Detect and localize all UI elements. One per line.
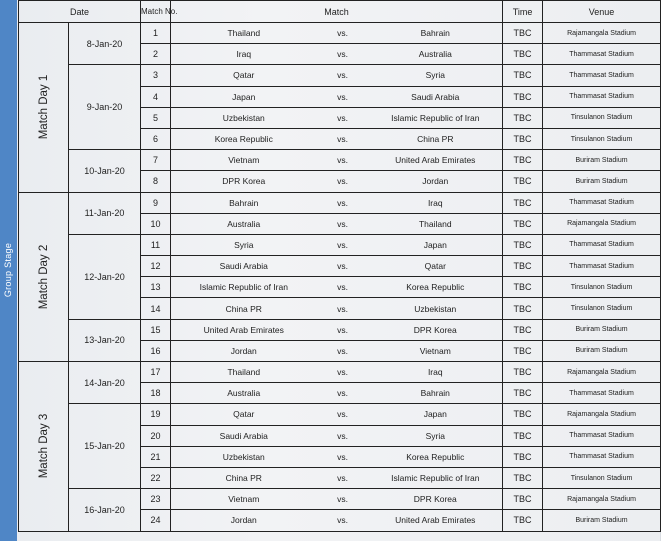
date-cell: 8-Jan-20 — [69, 23, 141, 65]
home-team-cell: Vietnam — [171, 489, 317, 510]
match-no-cell: 10 — [141, 213, 171, 234]
venue-cell: Buriram Stadium — [543, 150, 661, 171]
home-team-cell: Japan — [171, 86, 317, 107]
date-cell: 14-Jan-20 — [69, 362, 141, 404]
group-stage-label: Group Stage — [3, 242, 13, 298]
home-team-cell: United Arab Emirates — [171, 319, 317, 340]
match-no-cell: 9 — [141, 192, 171, 213]
vs-cell: vs. — [317, 319, 369, 340]
time-cell: TBC — [503, 510, 543, 531]
vs-cell: vs. — [317, 446, 369, 467]
home-team-cell: DPR Korea — [171, 171, 317, 192]
match-no-cell: 2 — [141, 44, 171, 65]
venue-cell: Rajamangala Stadium — [543, 404, 661, 425]
match-no-cell: 6 — [141, 128, 171, 149]
home-team-cell: Korea Republic — [171, 128, 317, 149]
home-team-cell: Uzbekistan — [171, 107, 317, 128]
vs-cell: vs. — [317, 510, 369, 531]
venue-cell: Tinsulanon Stadium — [543, 128, 661, 149]
schedule-table — [18, 0, 661, 532]
away-team-cell: Australia — [369, 44, 503, 65]
group-stage-bar — [0, 0, 17, 541]
venue-cell: Tinsulanon Stadium — [543, 298, 661, 319]
vs-cell: vs. — [317, 362, 369, 383]
time-cell: TBC — [503, 107, 543, 128]
away-team-cell: Korea Republic — [369, 277, 503, 298]
vs-cell: vs. — [317, 107, 369, 128]
home-team-cell: Thailand — [171, 362, 317, 383]
vs-cell: vs. — [317, 425, 369, 446]
match-no-cell: 18 — [141, 383, 171, 404]
away-team-cell: DPR Korea — [369, 489, 503, 510]
away-team-cell: United Arab Emirates — [369, 510, 503, 531]
away-team-cell: Korea Republic — [369, 446, 503, 467]
time-cell: TBC — [503, 65, 543, 86]
match-no-cell: 3 — [141, 65, 171, 86]
vs-cell: vs. — [317, 213, 369, 234]
venue-cell: Thammasat Stadium — [543, 65, 661, 86]
vs-cell: vs. — [317, 277, 369, 298]
venue-cell: Thammasat Stadium — [543, 256, 661, 277]
home-team-cell: Iraq — [171, 44, 317, 65]
time-cell: TBC — [503, 319, 543, 340]
time-cell: TBC — [503, 171, 543, 192]
away-team-cell: Syria — [369, 425, 503, 446]
home-team-cell: Australia — [171, 383, 317, 404]
venue-cell: Rajamangala Stadium — [543, 362, 661, 383]
venue-cell: Buriram Stadium — [543, 340, 661, 361]
match-no-cell: 4 — [141, 86, 171, 107]
date-cell: 16-Jan-20 — [69, 489, 141, 531]
match-no-cell: 11 — [141, 234, 171, 255]
away-team-cell: Japan — [369, 404, 503, 425]
vs-cell: vs. — [317, 298, 369, 319]
time-cell: TBC — [503, 404, 543, 425]
match-no-cell: 13 — [141, 277, 171, 298]
time-cell: TBC — [503, 383, 543, 404]
venue-cell: Tinsulanon Stadium — [543, 467, 661, 488]
venue-cell: Tinsulanon Stadium — [543, 107, 661, 128]
table-row — [19, 23, 661, 44]
vs-cell: vs. — [317, 23, 369, 44]
venue-cell: Tinsulanon Stadium — [543, 277, 661, 298]
match-no-cell: 17 — [141, 362, 171, 383]
home-team-cell: Australia — [171, 213, 317, 234]
vs-cell: vs. — [317, 404, 369, 425]
vs-cell: vs. — [317, 86, 369, 107]
venue-cell: Thammasat Stadium — [543, 425, 661, 446]
away-team-cell: Japan — [369, 234, 503, 255]
home-team-cell: Vietnam — [171, 150, 317, 171]
away-team-cell: Iraq — [369, 192, 503, 213]
table-row — [19, 65, 661, 86]
venue-cell: Thammasat Stadium — [543, 234, 661, 255]
away-team-cell: Uzbekistan — [369, 298, 503, 319]
table-row — [19, 362, 661, 383]
match-no-cell: 5 — [141, 107, 171, 128]
header-row — [19, 1, 661, 23]
vs-cell: vs. — [317, 192, 369, 213]
time-cell: TBC — [503, 277, 543, 298]
match-no-cell: 15 — [141, 319, 171, 340]
match-no-cell: 1 — [141, 23, 171, 44]
time-cell: TBC — [503, 446, 543, 467]
vs-cell: vs. — [317, 234, 369, 255]
vs-cell: vs. — [317, 256, 369, 277]
match-no-cell: 14 — [141, 298, 171, 319]
date-cell: 12-Jan-20 — [69, 234, 141, 319]
date-cell: 15-Jan-20 — [69, 404, 141, 489]
home-team-cell: Islamic Republic of Iran — [171, 277, 317, 298]
away-team-cell: Qatar — [369, 256, 503, 277]
away-team-cell: Saudi Arabia — [369, 86, 503, 107]
table-row — [19, 150, 661, 171]
home-team-cell: Saudi Arabia — [171, 256, 317, 277]
match-no-cell: 20 — [141, 425, 171, 446]
away-team-cell: Islamic Republic of Iran — [369, 107, 503, 128]
venue-cell: Thammasat Stadium — [543, 86, 661, 107]
venue-cell: Buriram Stadium — [543, 510, 661, 531]
match-day-label: Match Day 3 — [37, 413, 50, 479]
match-day-cell — [19, 23, 69, 193]
schedule-body — [19, 23, 661, 532]
match-no-cell: 8 — [141, 171, 171, 192]
home-team-cell: Saudi Arabia — [171, 425, 317, 446]
away-team-cell: Vietnam — [369, 340, 503, 361]
time-cell: TBC — [503, 23, 543, 44]
date-cell: 9-Jan-20 — [69, 65, 141, 150]
time-cell: TBC — [503, 362, 543, 383]
vs-cell: vs. — [317, 467, 369, 488]
date-cell: 10-Jan-20 — [69, 150, 141, 192]
home-team-cell: Bahrain — [171, 192, 317, 213]
time-cell: TBC — [503, 192, 543, 213]
home-team-cell: Uzbekistan — [171, 446, 317, 467]
vs-cell: vs. — [317, 489, 369, 510]
away-team-cell: Jordan — [369, 171, 503, 192]
away-team-cell: Iraq — [369, 362, 503, 383]
match-no-cell: 24 — [141, 510, 171, 531]
home-team-cell: Syria — [171, 234, 317, 255]
table-row — [19, 319, 661, 340]
match-no-cell: 7 — [141, 150, 171, 171]
time-cell: TBC — [503, 128, 543, 149]
home-team-cell: Thailand — [171, 23, 317, 44]
date-cell: 11-Jan-20 — [69, 192, 141, 234]
venue-cell: Buriram Stadium — [543, 171, 661, 192]
vs-cell: vs. — [317, 150, 369, 171]
home-team-cell: China PR — [171, 467, 317, 488]
time-cell: TBC — [503, 467, 543, 488]
away-team-cell: Bahrain — [369, 383, 503, 404]
match-no-cell: 16 — [141, 340, 171, 361]
time-cell: TBC — [503, 44, 543, 65]
header-match: Match — [171, 1, 503, 23]
away-team-cell: Bahrain — [369, 23, 503, 44]
match-no-cell: 23 — [141, 489, 171, 510]
venue-cell: Buriram Stadium — [543, 319, 661, 340]
venue-cell: Rajamangala Stadium — [543, 489, 661, 510]
vs-cell: vs. — [317, 171, 369, 192]
match-day-label: Match Day 1 — [37, 74, 50, 140]
header-date: Date — [19, 1, 141, 23]
match-day-cell — [19, 362, 69, 532]
venue-cell: Thammasat Stadium — [543, 383, 661, 404]
header-time: Time — [503, 1, 543, 23]
home-team-cell: Qatar — [171, 65, 317, 86]
venue-cell: Rajamangala Stadium — [543, 213, 661, 234]
time-cell: TBC — [503, 425, 543, 446]
venue-cell: Thammasat Stadium — [543, 446, 661, 467]
vs-cell: vs. — [317, 44, 369, 65]
vs-cell: vs. — [317, 128, 369, 149]
time-cell: TBC — [503, 86, 543, 107]
match-day-cell — [19, 192, 69, 362]
vs-cell: vs. — [317, 383, 369, 404]
time-cell: TBC — [503, 489, 543, 510]
time-cell: TBC — [503, 234, 543, 255]
match-no-cell: 12 — [141, 256, 171, 277]
table-row — [19, 489, 661, 510]
away-team-cell: Syria — [369, 65, 503, 86]
time-cell: TBC — [503, 340, 543, 361]
match-day-label: Match Day 2 — [37, 244, 50, 310]
vs-cell: vs. — [317, 65, 369, 86]
match-no-cell: 19 — [141, 404, 171, 425]
venue-cell: Thammasat Stadium — [543, 44, 661, 65]
table-row — [19, 192, 661, 213]
table-row — [19, 404, 661, 425]
home-team-cell: China PR — [171, 298, 317, 319]
home-team-cell: Jordan — [171, 340, 317, 361]
away-team-cell: DPR Korea — [369, 319, 503, 340]
venue-cell: Rajamangala Stadium — [543, 23, 661, 44]
away-team-cell: China PR — [369, 128, 503, 149]
table-row — [19, 234, 661, 255]
time-cell: TBC — [503, 213, 543, 234]
time-cell: TBC — [503, 256, 543, 277]
away-team-cell: Islamic Republic of Iran — [369, 467, 503, 488]
away-team-cell: United Arab Emirates — [369, 150, 503, 171]
home-team-cell: Jordan — [171, 510, 317, 531]
away-team-cell: Thailand — [369, 213, 503, 234]
time-cell: TBC — [503, 150, 543, 171]
vs-cell: vs. — [317, 340, 369, 361]
date-cell: 13-Jan-20 — [69, 319, 141, 361]
header-venue: Venue — [543, 1, 661, 23]
match-no-cell: 21 — [141, 446, 171, 467]
match-no-cell: 22 — [141, 467, 171, 488]
header-match-no: Match No. — [141, 1, 171, 23]
time-cell: TBC — [503, 298, 543, 319]
venue-cell: Thammasat Stadium — [543, 192, 661, 213]
home-team-cell: Qatar — [171, 404, 317, 425]
